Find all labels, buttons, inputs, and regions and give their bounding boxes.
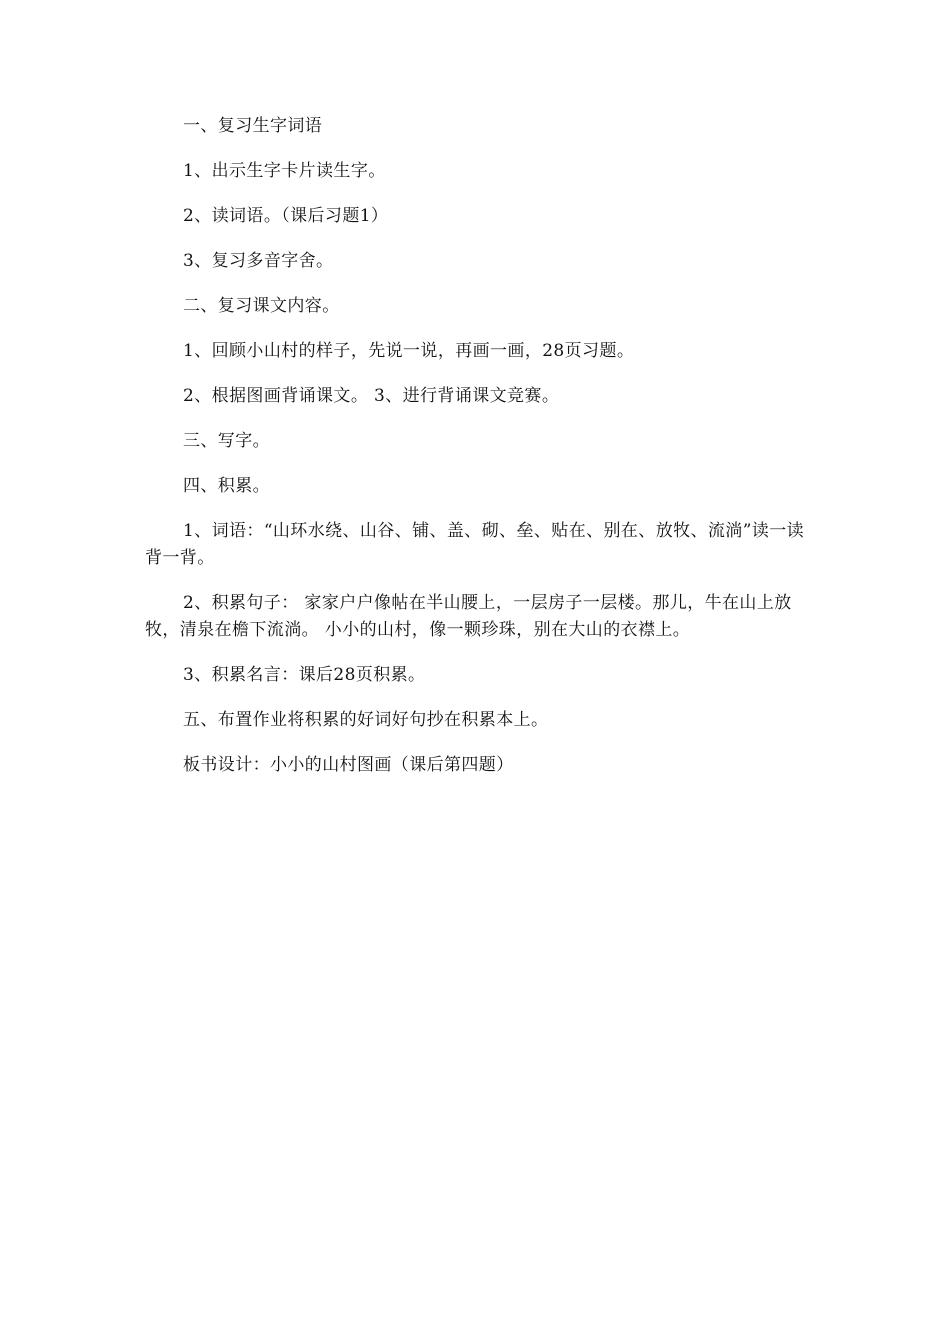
list-item: 1、出示生字卡片读生字。: [183, 161, 386, 181]
section-heading-review-words: 一、复习生字词语: [183, 116, 323, 136]
section-heading-homework: 五、布置作业将积累的好词好句抄在积累本上。: [183, 710, 549, 730]
document-body: [145, 113, 805, 779]
list-item: 2、积累句子： 家家户户像帖在半山腰上，一层房子一层楼。那儿，牛在山上放牧，清泉在檐下流淌。 小小的山村，像一颗珍珠，别在大山的衣襟上。: [145, 593, 792, 640]
board-design-line: 板书设计：小小的山村图画（课后第四题）: [183, 755, 514, 775]
list-item: 1、词语：“山环水绕、山谷、铺、盖、砌、垒、贴在、别在、放牧、流淌”读一读背一背。: [145, 521, 804, 568]
section-heading-review-text: 二、复习课文内容。: [183, 296, 340, 316]
section-heading-writing: 三、写字。: [183, 431, 270, 451]
section-heading-accumulate: 四、积累。: [183, 476, 270, 496]
list-item: 2、读词语。（课后习题1）: [183, 206, 389, 226]
list-item: 1、回顾小山村的样子，先说一说，再画一画，28页习题。: [183, 341, 635, 361]
list-item: 2、根据图画背诵课文。 3、进行背诵课文竞赛。: [183, 386, 560, 406]
list-item: 3、复习多音字舍。: [183, 251, 334, 271]
list-item: 3、积累名言：课后28页积累。: [183, 665, 426, 685]
